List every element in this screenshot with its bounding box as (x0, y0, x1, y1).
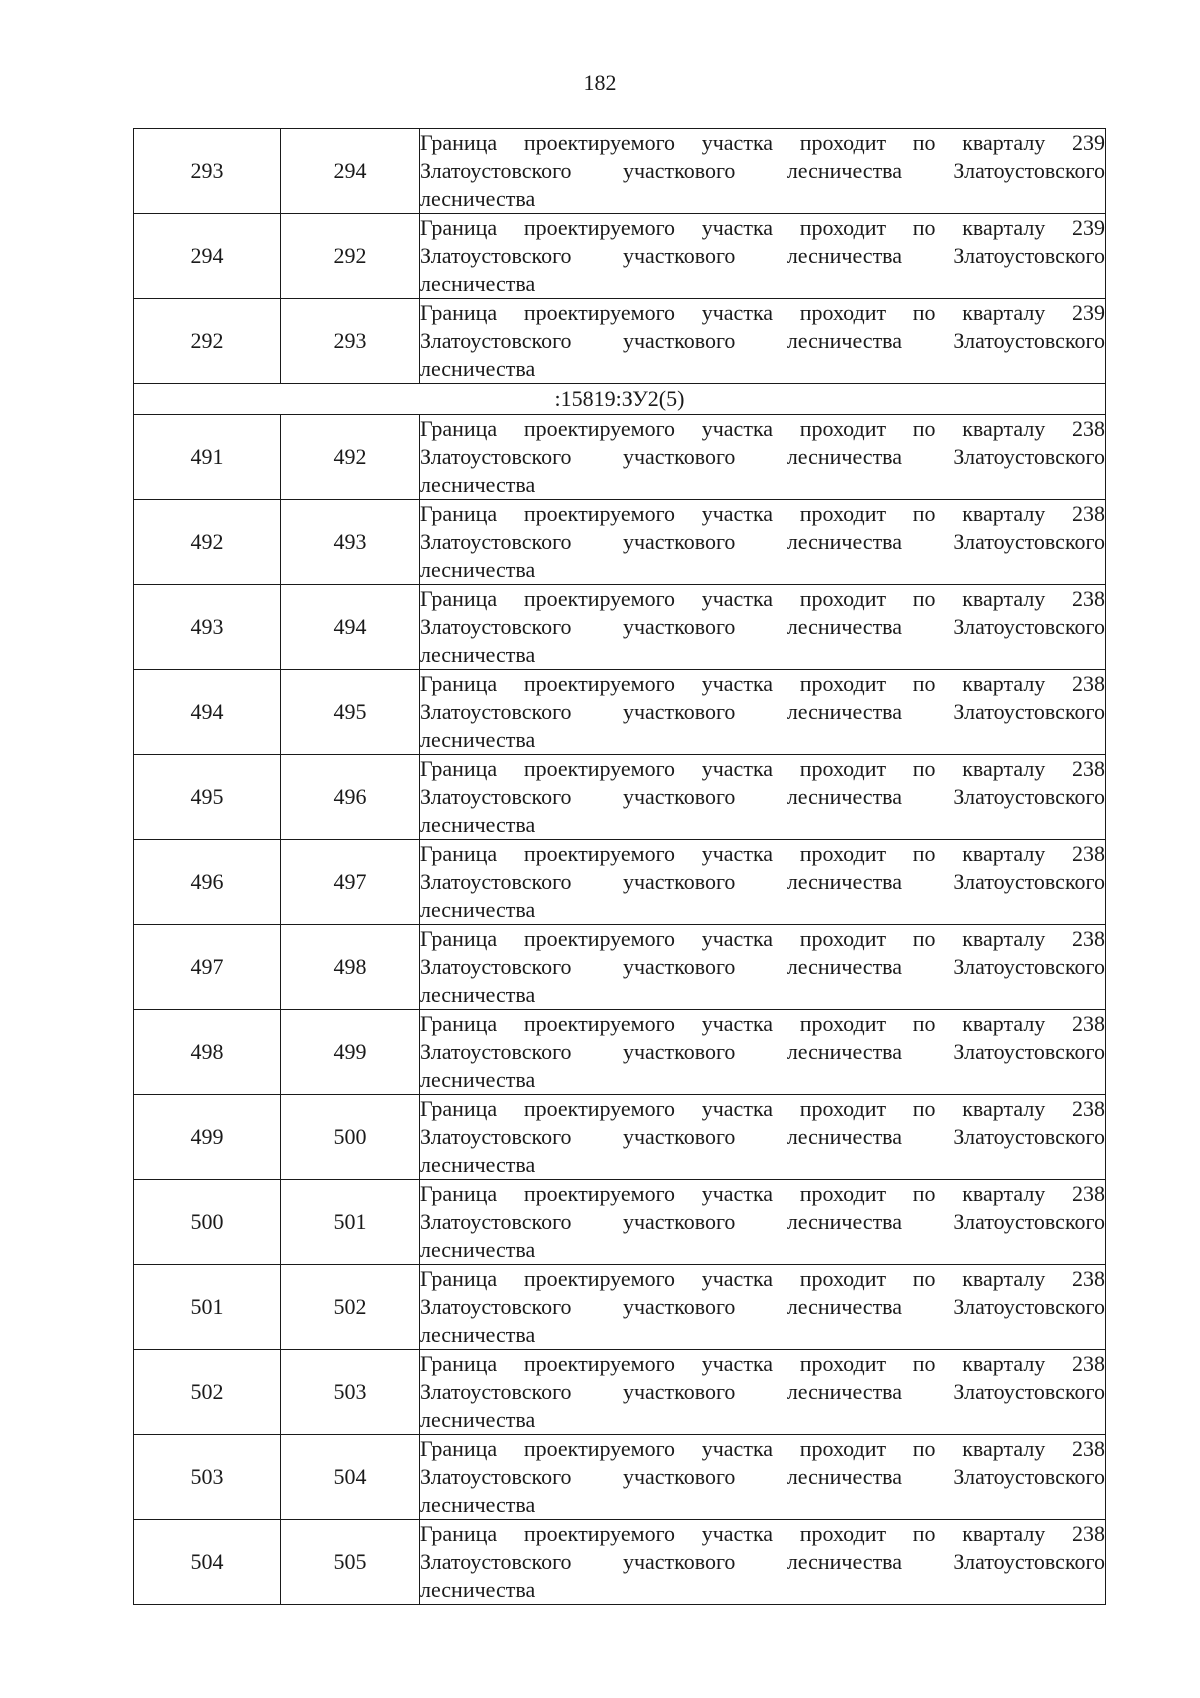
description-prefix: Граница проектируемого участка проходит по кварталу (420, 130, 1046, 155)
point-to: 294 (281, 129, 420, 214)
point-to: 503 (281, 1350, 420, 1435)
quarter-number: 239 (1072, 215, 1105, 240)
quarter-number: 238 (1072, 416, 1105, 441)
quarter-number: 238 (1072, 1521, 1105, 1546)
description-line-3: лесничества (420, 642, 536, 667)
description-line-2: Златоустовского участкового лесничества Златоустовского (420, 1294, 1105, 1319)
point-to: 500 (281, 1095, 420, 1180)
quarter-number: 238 (1072, 1436, 1105, 1461)
description-line-3: лесничества (420, 271, 536, 296)
table-row (134, 670, 1106, 755)
boundary-description (420, 840, 1106, 925)
boundary-description (420, 1095, 1106, 1180)
point-to: 498 (281, 925, 420, 1010)
description-prefix: Граница проектируемого участка проходит по кварталу (420, 1436, 1046, 1461)
description-line-3: лесничества (420, 557, 536, 582)
description-line-2: Златоустовского участкового лесничества Златоустовского (420, 1379, 1105, 1404)
point-from: 491 (134, 415, 281, 500)
description-prefix: Граница проектируемого участка проходит по кварталу (420, 1011, 1046, 1036)
point-to: 499 (281, 1010, 420, 1095)
quarter-number: 238 (1072, 926, 1105, 951)
boundary-description (420, 585, 1106, 670)
description-line-3: лесничества (420, 812, 536, 837)
description-line-2: Златоустовского участкового лесничества Златоустовского (420, 699, 1105, 724)
description-line-3: лесничества (420, 1322, 536, 1347)
quarter-number: 238 (1072, 671, 1105, 696)
table-row (134, 1010, 1106, 1095)
point-to: 497 (281, 840, 420, 925)
description-line-3: лесничества (420, 1237, 536, 1262)
description-line-1 (420, 214, 1105, 242)
quarter-number: 238 (1072, 1011, 1105, 1036)
boundary-table (133, 128, 1106, 1605)
quarter-number: 239 (1072, 300, 1105, 325)
table-row (134, 1095, 1106, 1180)
point-from: 493 (134, 585, 281, 670)
boundary-description (420, 1265, 1106, 1350)
description-line-2: Златоустовского участкового лесничества Златоустовского (420, 614, 1105, 639)
boundary-description (420, 1010, 1106, 1095)
boundary-description (420, 299, 1106, 384)
point-from: 492 (134, 500, 281, 585)
point-to: 502 (281, 1265, 420, 1350)
quarter-number: 238 (1072, 756, 1105, 781)
table-row (134, 214, 1106, 299)
description-line-3: лесничества (420, 727, 536, 752)
description-prefix: Граница проектируемого участка проходит по кварталу (420, 586, 1046, 611)
point-from: 504 (134, 1520, 281, 1605)
table-row (134, 1180, 1106, 1265)
page-number: 182 (583, 70, 617, 95)
point-from: 497 (134, 925, 281, 1010)
description-line-2: Златоустовского участкового лесничества Златоустовского (420, 158, 1105, 183)
description-prefix: Граница проектируемого участка проходит по кварталу (420, 501, 1046, 526)
description-line-1 (420, 1010, 1105, 1038)
description-line-1 (420, 1520, 1105, 1548)
table-row (134, 415, 1106, 500)
point-to: 494 (281, 585, 420, 670)
description-prefix: Граница проектируемого участка проходит по кварталу (420, 416, 1046, 441)
boundary-description (420, 670, 1106, 755)
point-to: 505 (281, 1520, 420, 1605)
point-to: 495 (281, 670, 420, 755)
description-line-1 (420, 1265, 1105, 1293)
description-line-1 (420, 1095, 1105, 1123)
description-line-2: Златоустовского участкового лесничества Златоустовского (420, 1549, 1105, 1574)
point-to: 501 (281, 1180, 420, 1265)
section-label: :15819:ЗУ2(5) (134, 384, 1106, 415)
description-prefix: Граница проектируемого участка проходит по кварталу (420, 300, 1046, 325)
description-line-2: Златоустовского участкового лесничества Златоустовского (420, 328, 1105, 353)
quarter-number: 238 (1072, 1351, 1105, 1376)
point-to: 496 (281, 755, 420, 840)
point-from: 500 (134, 1180, 281, 1265)
description-prefix: Граница проектируемого участка проходит по кварталу (420, 841, 1046, 866)
description-line-3: лесничества (420, 982, 536, 1007)
point-from: 495 (134, 755, 281, 840)
boundary-description (420, 500, 1106, 585)
quarter-number: 238 (1072, 586, 1105, 611)
point-from: 494 (134, 670, 281, 755)
quarter-number: 238 (1072, 1181, 1105, 1206)
quarter-number: 239 (1072, 130, 1105, 155)
description-line-2: Златоустовского участкового лесничества Златоустовского (420, 954, 1105, 979)
table-body (134, 129, 1106, 1605)
boundary-description (420, 1350, 1106, 1435)
point-from: 294 (134, 214, 281, 299)
description-prefix: Граница проектируемого участка проходит по кварталу (420, 926, 1046, 951)
boundary-description (420, 415, 1106, 500)
description-line-3: лесничества (420, 472, 536, 497)
description-prefix: Граница проектируемого участка проходит по кварталу (420, 671, 1046, 696)
point-to: 492 (281, 415, 420, 500)
description-line-3: лесничества (420, 1492, 536, 1517)
point-from: 502 (134, 1350, 281, 1435)
boundary-description (420, 1180, 1106, 1265)
point-to: 493 (281, 500, 420, 585)
point-from: 498 (134, 1010, 281, 1095)
description-prefix: Граница проектируемого участка проходит по кварталу (420, 1181, 1046, 1206)
description-line-1 (420, 755, 1105, 783)
point-from: 499 (134, 1095, 281, 1180)
point-from: 292 (134, 299, 281, 384)
point-to: 292 (281, 214, 420, 299)
description-line-1 (420, 1435, 1105, 1463)
description-prefix: Граница проектируемого участка проходит по кварталу (420, 1521, 1046, 1546)
boundary-description (420, 755, 1106, 840)
boundary-description (420, 129, 1106, 214)
description-prefix: Граница проектируемого участка проходит по кварталу (420, 1351, 1046, 1376)
point-from: 503 (134, 1435, 281, 1520)
description-line-3: лесничества (420, 1067, 536, 1092)
description-line-2: Златоустовского участкового лесничества Златоустовского (420, 444, 1105, 469)
section-header-row (134, 384, 1106, 415)
description-line-2: Златоустовского участкового лесничества Златоустовского (420, 1464, 1105, 1489)
table-row (134, 1350, 1106, 1435)
table-row (134, 925, 1106, 1010)
description-prefix: Граница проектируемого участка проходит по кварталу (420, 1096, 1046, 1121)
table-row (134, 1265, 1106, 1350)
point-from: 293 (134, 129, 281, 214)
table-row (134, 1520, 1106, 1605)
description-line-2: Златоустовского участкового лесничества Златоустовского (420, 1039, 1105, 1064)
boundary-description (420, 925, 1106, 1010)
table-row (134, 840, 1106, 925)
description-line-2: Златоустовского участкового лесничества Златоустовского (420, 1124, 1105, 1149)
quarter-number: 238 (1072, 841, 1105, 866)
description-line-1 (420, 670, 1105, 698)
description-line-1 (420, 1350, 1105, 1378)
table-row (134, 299, 1106, 384)
description-line-2: Златоустовского участкового лесничества Златоустовского (420, 784, 1105, 809)
boundary-description (420, 1520, 1106, 1605)
description-line-2: Златоустовского участкового лесничества Златоустовского (420, 529, 1105, 554)
description-prefix: Граница проектируемого участка проходит по кварталу (420, 756, 1046, 781)
boundary-description (420, 1435, 1106, 1520)
table-row (134, 585, 1106, 670)
table-row (134, 500, 1106, 585)
description-line-1 (420, 415, 1105, 443)
quarter-number: 238 (1072, 1096, 1105, 1121)
description-line-1 (420, 500, 1105, 528)
description-line-3: лесничества (420, 1152, 536, 1177)
description-line-1 (420, 1180, 1105, 1208)
description-line-1 (420, 925, 1105, 953)
description-line-1 (420, 840, 1105, 868)
description-line-2: Златоустовского участкового лесничества Златоустовского (420, 1209, 1105, 1234)
description-prefix: Граница проектируемого участка проходит по кварталу (420, 1266, 1046, 1291)
description-line-3: лесничества (420, 897, 536, 922)
description-line-3: лесничества (420, 186, 536, 211)
description-line-1 (420, 299, 1105, 327)
point-from: 501 (134, 1265, 281, 1350)
table-row (134, 1435, 1106, 1520)
quarter-number: 238 (1072, 501, 1105, 526)
description-line-1 (420, 585, 1105, 613)
description-line-3: лесничества (420, 1577, 536, 1602)
boundary-description (420, 214, 1106, 299)
table-row (134, 129, 1106, 214)
description-line-2: Златоустовского участкового лесничества Златоустовского (420, 869, 1105, 894)
table-row (134, 755, 1106, 840)
description-line-3: лесничества (420, 356, 536, 381)
description-line-3: лесничества (420, 1407, 536, 1432)
description-line-2: Златоустовского участкового лесничества Златоустовского (420, 243, 1105, 268)
point-from: 496 (134, 840, 281, 925)
point-to: 504 (281, 1435, 420, 1520)
quarter-number: 238 (1072, 1266, 1105, 1291)
point-to: 293 (281, 299, 420, 384)
description-line-1 (420, 129, 1105, 157)
description-prefix: Граница проектируемого участка проходит по кварталу (420, 215, 1046, 240)
